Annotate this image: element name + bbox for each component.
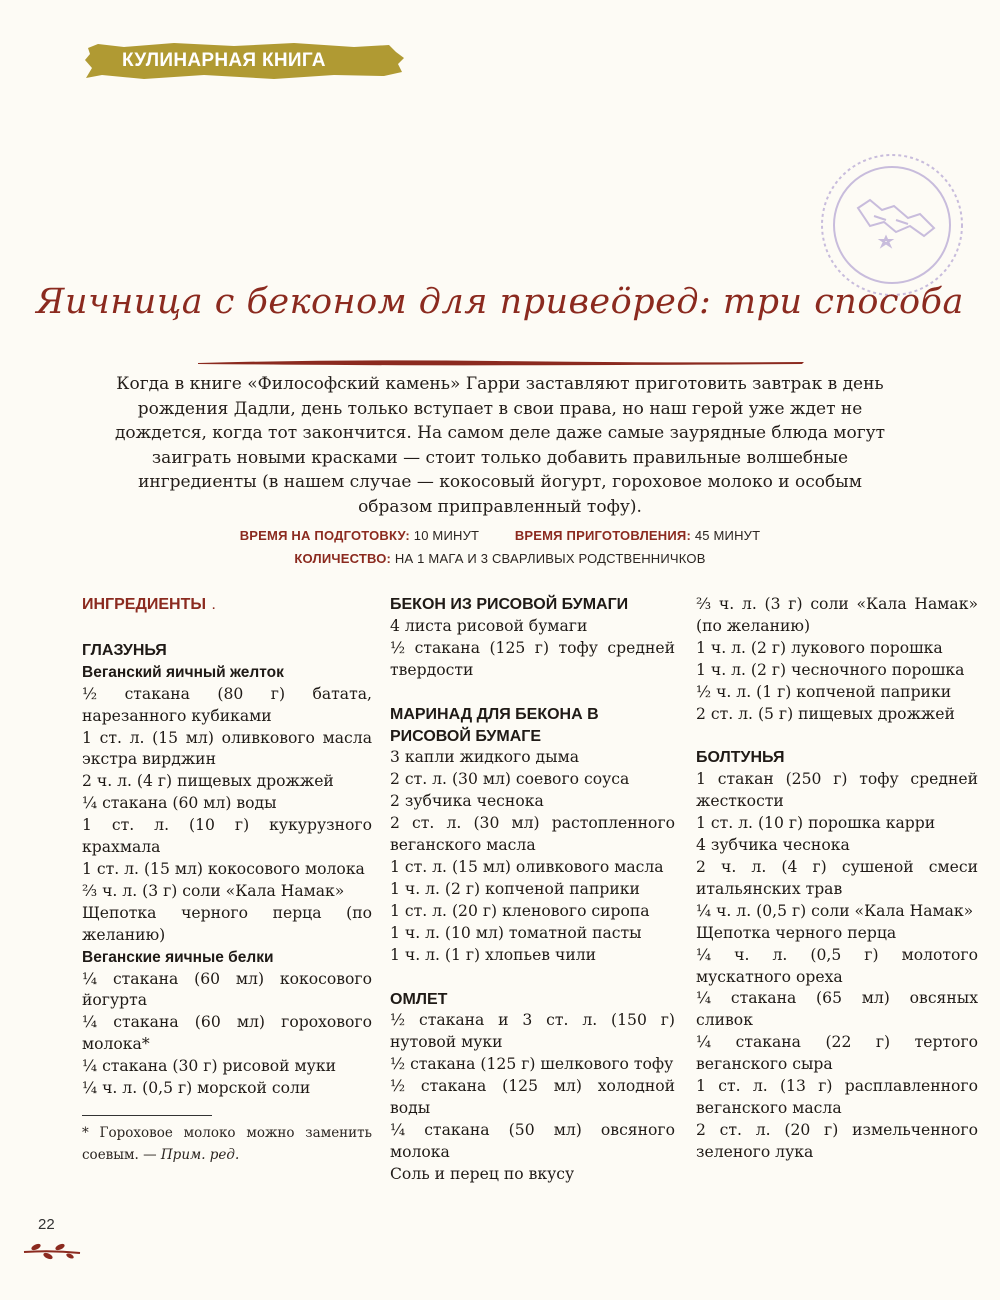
ingredient-item: ½ стакана (125 мл) холодной воды	[390, 1077, 675, 1118]
ingredient-item: ¼ стакана (60 мл) кокосового йогурта	[82, 969, 372, 1010]
ingredient-item: 2 ч. л. (4 г) пищевых дрожжей	[82, 772, 334, 791]
recipe-title: Яичница с беконом для привеӧред: три способа	[36, 282, 964, 322]
ingredient-item: Щепотка черного перца	[696, 923, 897, 942]
ingredient-item: ¼ ч. л. (0,5 г) морской соли	[82, 1079, 311, 1098]
yield-value: НА 1 МАГА И 3 СВАРЛИВЫХ РОДСТВЕННИЧКОВ	[394, 551, 706, 566]
cook-value: 45 МИНУТ	[694, 528, 761, 543]
ingredient-item: ⅔ ч. л. (3 г) соли «Кала Намак» (по желанию)	[696, 595, 978, 635]
sprig-ornament-icon	[22, 1240, 82, 1262]
section-label: КУЛИНАРНАЯ КНИГА	[122, 50, 326, 71]
ingredient-item: 1 ст. л. (15 мл) оливкового масла	[390, 857, 664, 876]
ingredient-item: 3 капли жидкого дыма	[390, 748, 579, 767]
yield-info	[0, 551, 1000, 566]
ingredient-item: 2 ст. л. (20 г) измельченного зеленого лука	[696, 1120, 978, 1161]
section-heading-fried-egg: ГЛАЗУНЬЯ	[82, 641, 167, 659]
whites-ingredient-list	[82, 969, 372, 1100]
omelet-ingredient-list-cont	[696, 594, 978, 725]
prep-value: 10 МИНУТ	[413, 528, 480, 543]
ingredient-item: 1 ч. л. (1 г) хлопьев чили	[390, 945, 597, 964]
ingredient-item: ¼ ч. л. (0,5 г) молотого мускатного ореха	[696, 945, 978, 986]
ingredient-item: 1 ч. л. (10 мл) томатной пасты	[390, 923, 642, 942]
section-heading-scramble: БОЛТУНЬЯ	[696, 749, 785, 767]
bacon-ingredient-list	[390, 616, 675, 682]
yolk-ingredient-list	[82, 684, 372, 947]
ingredient-item: 1 ч. л. (2 г) лукового порошка	[696, 638, 943, 657]
page-number: 22	[38, 1216, 55, 1233]
title-underline	[196, 356, 806, 368]
ingredients-column-3	[696, 594, 978, 1164]
ingredient-item: ½ ч. л. (1 г) копченой паприки	[696, 682, 952, 701]
subheading-whites: Веганские яичные белки	[82, 948, 274, 966]
prep-label: ВРЕМЯ НА ПОДГОТОВКУ:	[239, 528, 410, 543]
marinade-ingredient-list	[390, 747, 675, 966]
ingredient-item: ¼ стакана (65 мл) овсяных сливок	[696, 989, 978, 1030]
ingredients-column-2	[390, 594, 675, 1186]
time-info	[0, 528, 1000, 543]
ingredient-item: ¼ стакана (50 мл) овсяного молока	[390, 1120, 675, 1161]
ingredient-item: 2 ст. л. (30 мл) растопленного веганского масла	[390, 814, 675, 855]
ingredients-heading: ИНГРЕДИЕНТЫ .	[82, 596, 216, 613]
ingredient-item: ⅔ ч. л. (3 г) соли «Кала Намак»	[82, 881, 345, 900]
ingredient-item: 1 ч. л. (2 г) копченой паприки	[390, 879, 640, 898]
ingredient-item: ¼ ч. л. (0,5 г) соли «Кала Намак»	[696, 901, 974, 920]
ingredient-item: 2 зубчика чеснока	[390, 792, 544, 811]
ingredients-column-1	[82, 594, 372, 1100]
ingredient-item: ½ стакана (125 г) шелкового тофу	[390, 1055, 674, 1074]
ingredient-item: 1 ч. л. (2 г) чесночного порошка	[696, 660, 965, 679]
ingredient-item: Щепотка черного перца (по желанию)	[82, 903, 372, 944]
section-heading-bacon: БЕКОН ИЗ РИСОВОЙ БУМАГИ	[390, 596, 629, 613]
ingredient-item: 4 зубчика чеснока	[696, 836, 850, 855]
scramble-ingredient-list	[696, 769, 978, 1163]
ingredient-item: 1 стакан (250 г) тофу средней жесткости	[696, 770, 978, 811]
ingredient-item: ¼ стакана (22 г) тертого веганского сыра	[696, 1033, 978, 1074]
section-heading-marinade: МАРИНАД ДЛЯ БЕКОНА В РИСОВОЙ БУМАГЕ	[390, 705, 599, 745]
ingredient-item: 2 ч. л. (4 г) сушеной смеси итальянских трав	[696, 857, 978, 898]
ingredient-item: ¼ стакана (60 мл) горохового молока*	[82, 1013, 372, 1054]
ingredient-item: ¼ стакана (30 г) рисовой муки	[82, 1057, 336, 1076]
section-banner	[84, 42, 406, 82]
ingredient-item: 1 ст. л. (10 г) порошка карри	[696, 814, 936, 833]
ingredient-item: 1 ст. л. (15 мл) оливкового масла экстра вирджин	[82, 728, 372, 769]
ingredient-item: 1 ст. л. (15 мл) кокосового молока	[82, 859, 365, 878]
ingredient-item: ½ стакана (80 г) батата, нарезанного кубиками	[82, 684, 372, 725]
ingredient-item: ¼ стакана (60 мл) воды	[82, 794, 277, 813]
footnote-text: * Гороховое молоко можно заменить соевым. —	[82, 1125, 372, 1163]
footnote-divider	[82, 1115, 212, 1116]
subheading-yolk: Веганский яичный желток	[82, 663, 284, 681]
section-heading-omelet: ОМЛЕТ	[390, 990, 448, 1008]
ingredient-item: 2 ст. л. (30 мл) соевого соуса	[390, 770, 630, 789]
ingredient-item: Соль и перец по вкусу	[390, 1164, 575, 1183]
wizard-stamp-icon	[812, 150, 972, 300]
ingredient-item: 2 ст. л. (5 г) пищевых дрожжей	[696, 704, 955, 723]
intro-paragraph: Когда в книге «Философский камень» Гарри заставляют приготовить завтрак в день рождения Дадли, день только вступает в свои права, но наш герой уже ждет не дождется, когда тот закончится. На самом деле даже самые заурядные блюда могут заиграть новыми красками — стоит только добавить правильные волшебные ингредиенты (в нашем случае — кокосовый йогурт, гороховое молоко и особым образом приправленный тофу).	[114, 374, 886, 517]
ingredient-item: 4 листа рисовой бумаги	[390, 616, 588, 635]
footnote	[82, 1123, 372, 1166]
footnote-source: Прим. ред.	[160, 1146, 240, 1163]
cook-label: ВРЕМЯ ПРИГОТОВЛЕНИЯ:	[514, 528, 692, 543]
ingredient-item: 1 ст. л. (13 г) расплавленного веганского масла	[696, 1077, 978, 1117]
yield-label: КОЛИЧЕСТВО:	[294, 551, 392, 566]
ingredient-item: ½ стакана и 3 ст. л. (150 г) нутовой муки	[390, 1011, 675, 1052]
ingredient-item: 1 ст. л. (20 г) кленового сиропа	[390, 901, 650, 920]
omelet-ingredient-list	[390, 1010, 675, 1185]
ingredient-item: 1 ст. л. (10 г) кукурузного крахмала	[82, 816, 372, 857]
ingredient-item: ½ стакана (125 г) тофу средней твердости	[390, 638, 675, 679]
